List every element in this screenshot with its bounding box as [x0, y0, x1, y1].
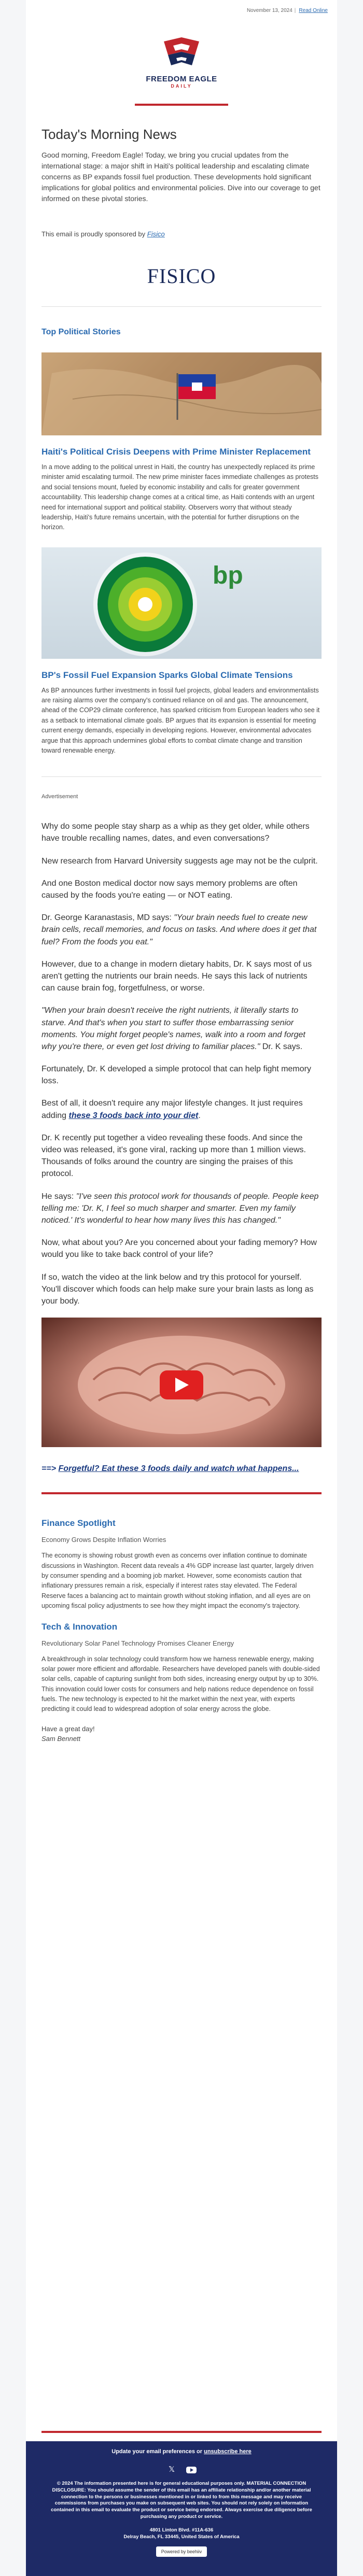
top-stories-heading: Top Political Stories	[41, 328, 121, 336]
article-bp	[26, 670, 337, 756]
bp-helios-illustration	[41, 547, 322, 659]
ad-lead: Dr. George Karanastasis, MD says:	[41, 913, 174, 923]
ad-paragraph	[26, 1004, 337, 1053]
youtube-icon[interactable]	[186, 2464, 197, 2475]
ad-quote: "I've seen this protocol work for thousands of people. People keep telling me: 'Dr. K, I feel so much sharper and smarter. Even my family noticed.' It's wonderful to hear how many lives this has changed."	[41, 1192, 319, 1225]
mailing-address	[26, 2527, 337, 2541]
prefs-lead: Update your email preferences or	[111, 2448, 204, 2455]
finance-body: The economy is showing robust growth even as concerns over inflation continue to dominate discussions in Washington. Recent data reveals a 4% GDP increase last quarter, largely driven by consumer spending and a booming job market. However, some economists caution that inflationary pressures remain a risk, especially if interest rates stay elevated. The Federal Reserve faces a balancing act to maintain growth without stoking inflation, and all eyes are on upcoming fiscal policy adjustments to see how they might impact the economy's trajectory.	[41, 1552, 314, 1610]
ad-paragraph: New research from Harvard University suggests age may not be the culprit.	[41, 856, 318, 866]
ad-paragraph	[26, 912, 337, 948]
brand-logo	[26, 21, 337, 104]
unsubscribe-link[interactable]: unsubscribe here	[204, 2448, 252, 2455]
page-title: Today's Morning News	[41, 126, 177, 142]
ad-paragraph: Fortunately, Dr. K developed a simple protocol that can help fight memory loss.	[41, 1065, 311, 1086]
legal-disclosure: © 2024 The information presented here is for general educational purposes only. MATERIAL CONNECTION DISCLOSURE: You should assume the sender of this email has an affiliate relationship and/or another material connection to the persons or businesses mentioned in or linked to from this message and may receive commissions from purchases you make on subsequent web sites. You should not rely solely on information contained in this email to evaluate the product or service being endorsed. Always exercise due diligence before purchasing any product or service.	[51, 2481, 312, 2520]
sponsor-text: This email is proudly sponsored by	[41, 230, 146, 238]
x-icon[interactable]: 𝕏	[168, 2465, 175, 2474]
footer	[26, 2441, 337, 2576]
haiti-flag-image[interactable]	[41, 352, 322, 435]
haiti-map-illustration	[41, 352, 322, 435]
sponsor-link[interactable]: Fisico	[147, 230, 165, 238]
ad-paragraph: Now, what about you? Are you concerned about your fading memory? How would you like to take back control of your life?	[41, 1238, 317, 1259]
ad-paragraph: And one Boston medical doctor now says memory problems are often caused by the foods you're eating — or NOT eating.	[41, 879, 298, 900]
footer-divider	[41, 2431, 322, 2433]
address-line: Delray Beach, FL 33445, United States of America	[123, 2534, 240, 2540]
ad-quote: "Your brain needs fuel to create new brain cells, recall memories, and focus on tasks. And where does it get that fuel? From the foods you eat."	[41, 913, 317, 946]
ad-paragraph	[26, 1191, 337, 1227]
signoff	[26, 1724, 337, 1744]
hero-section	[26, 106, 337, 204]
ad-cta	[26, 1463, 337, 1475]
sponsor-logo[interactable]	[26, 264, 337, 288]
ad-lead: He says:	[41, 1192, 76, 1201]
brand-name: FREEDOM EAGLE	[146, 74, 217, 83]
newsletter-page	[26, 0, 337, 2576]
ad-label: Advertisement	[41, 794, 78, 800]
top-bar: November 13, 2024 | Read Online	[246, 7, 328, 13]
top-stories-section	[26, 328, 337, 756]
cta-arrow: ==>	[41, 1464, 59, 1474]
svg-text:bp: bp	[213, 561, 243, 589]
article-haiti	[26, 447, 337, 533]
finance-subheading: Economy Grows Despite Inflation Worries	[41, 1536, 166, 1544]
signoff-name: Sam Bennett	[41, 1735, 81, 1743]
finance-heading: Finance Spotlight	[41, 1518, 116, 1528]
ad-paragraph	[26, 1097, 337, 1121]
tech-heading: Tech & Innovation	[41, 1621, 118, 1632]
address-line: 4801 Linton Blvd. #11A-636	[149, 2527, 214, 2533]
beehiiv-badge[interactable]: Powered by beehiiv	[156, 2546, 207, 2557]
ad-paragraph: Why do some people stay sharp as a whip as they get older, while others have trouble recalling names, dates, and even conversations?	[41, 822, 310, 843]
section-divider	[41, 776, 322, 777]
social-links	[26, 2464, 337, 2475]
signoff-line: Have a great day!	[41, 1724, 95, 1733]
ad-paragraph: Dr. K recently put together a video revealing these foods. And since the video was released, it's gone viral, racking up more than 1 million views. Thousands of folks around the country are singing the praises of this protocol.	[41, 1133, 306, 1179]
finance-section	[26, 1518, 337, 1611]
advertisement-section	[26, 794, 337, 1475]
ad-paragraph: If so, watch the video at the link below and try this protocol for yourself. You'll discover which foods can help make sure your brain lasts as long as your body.	[41, 1272, 314, 1306]
read-online-link[interactable]: Read Online	[299, 7, 328, 13]
intro-text: Good morning, Freedom Eagle! Today, we bring you crucial updates from the international stage: a major shift in Haiti's political leadership and escalating climate concerns as BP expands fossil fuel production. These developments hold significant implications for global politics and environmental policies. Dive into our coverage to get informed on these pivotal stories.	[41, 151, 320, 203]
issue-date: November 13, 2024	[246, 7, 292, 13]
ad-bottom-divider	[41, 1492, 322, 1494]
sponsor-logo-text: FISICO	[147, 264, 216, 288]
article-title[interactable]: Haiti's Political Crisis Deepens with Prime Minister Replacement	[41, 447, 311, 457]
foods-link[interactable]: these 3 foods back into your diet	[68, 1111, 199, 1120]
ad-quote: "When your brain doesn't receive the right nutrients, it literally starts to starve. And that's when you start to suffer those embarrassing senior moments. You might forget people's names, walk into a room and forget why you're there, or even get lost driving to familiar places."	[41, 1006, 305, 1051]
brain-illustration	[41, 1318, 322, 1447]
brand-tagline: DAILY	[171, 83, 192, 89]
eagle-flag-icon	[161, 36, 202, 74]
video-thumbnail[interactable]	[41, 1318, 322, 1447]
email-preferences	[26, 2448, 337, 2455]
ad-paragraph: However, due to a change in modern dietary habits, Dr. K says most of us aren't getting the nutrients our brain needs. He says this lack of nutrients can cause brain fog, forgetfulness, or worse.	[41, 959, 312, 993]
article-title[interactable]: BP's Fossil Fuel Expansion Sparks Global Climate Tensions	[41, 670, 293, 680]
tech-section	[26, 1622, 337, 1715]
ad-tail: Dr. K says.	[260, 1042, 303, 1051]
tech-body: A breakthrough in solar technology could transform how we harness renewable energy, making solar power more efficient and affordable. Researchers have developed panels with double-sided solar cells, capable of capturing sunlight from both sides, increasing energy output by up to 30%. This innovation could lower costs for consumers and help nations reduce dependence on fossil fuels. The new technology is expected to hit the market within the next year, with experts predicting it could lead to widespread adoption of solar energy across the globe.	[41, 1655, 320, 1713]
cta-link[interactable]: Forgetful? Eat these 3 foods daily and watch what happens...	[58, 1464, 299, 1474]
sponsor-section	[26, 204, 337, 238]
ad-tail: .	[198, 1111, 201, 1120]
ad-lead: Best of all, it doesn't require any major lifestyle changes. It just requires adding	[41, 1099, 303, 1120]
section-divider	[41, 306, 322, 307]
bp-logo-image[interactable]	[41, 547, 322, 659]
tech-subheading: Revolutionary Solar Panel Technology Promises Cleaner Energy	[41, 1639, 234, 1647]
article-body: As BP announces further investments in fossil fuel projects, global leaders and environmentalists are raising alarms over the company's continued reliance on oil and gas. The announcement, ahead of the COP29 climate conference, has sparked criticism from European leaders who see it as a setback to international climate goals. BP argues that its expansion is essential for meeting current energy demands, especially in developing regions. However, environmental advocates argue that this approach undermines global efforts to combat climate change and transition toward renewable energy.	[41, 686, 320, 754]
article-body: In a move adding to the political unrest in Haiti, the country has unexpectedly replaced its prime minister amid escalating turmoil. The new prime minister faces immediate challenges as protests and social tensions mount, fueled by economic instability and calls for greater government accountability. This leadership change comes at a critical time, as Haiti contends with an urgent need for international support and political stability. Observers worry that without steady leadership, Haiti's future remains uncertain, with the potential for further disruptions on the horizon.	[41, 463, 319, 531]
